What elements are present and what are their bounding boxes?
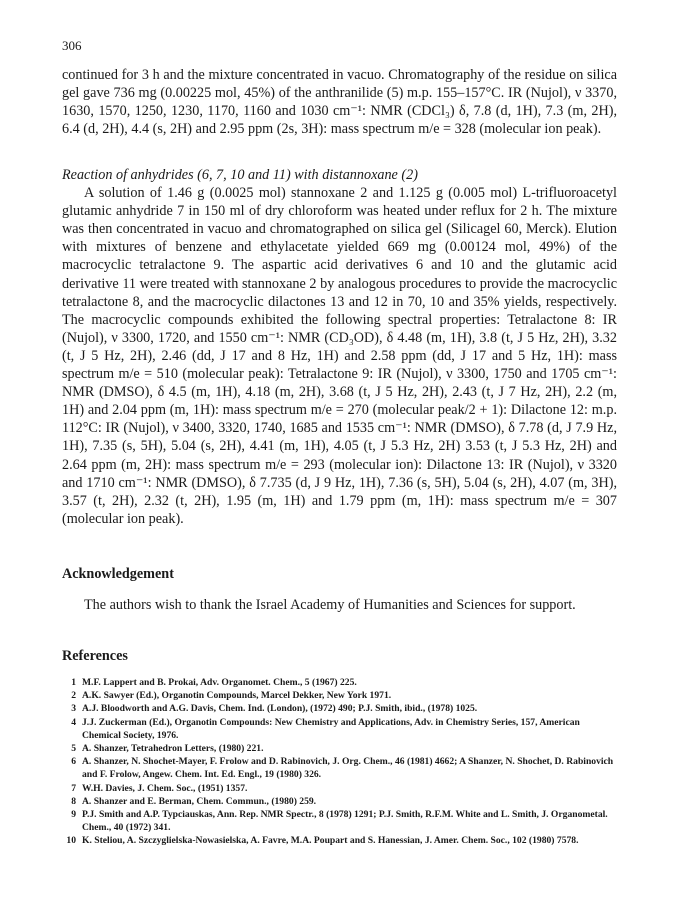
reference-number: 10 xyxy=(66,835,76,847)
continued-paragraph xyxy=(62,66,617,138)
reference-item xyxy=(60,716,620,742)
reference-text: A. Shanzer, Tetrahedron Letters, (1980) 221. xyxy=(82,743,264,755)
reference-text: A. Shanzer, N. Shochet-Mayer, F. Frolow and D. Rabinovich, J. Org. Chem., 46 (1981) 4662; A Shanzer, N. Shochet, D. Rabinovich and F. Frolow, Angew. Chem. Int. Ed. Engl., 19 (1980) 326. xyxy=(82,756,614,781)
reference-text: A.K. Sawyer (Ed.), Organotin Compounds, Marcel Dekker, New York 1971. xyxy=(82,690,392,702)
reference-item xyxy=(60,755,620,781)
reference-number: 5 xyxy=(71,743,76,755)
reference-item xyxy=(60,702,620,715)
reference-text: J.J. Zuckerman (Ed.), Organotin Compounds: New Chemistry and Applications, Adv. in Chemistry Series, 157, American Chemical Society, 1976. xyxy=(82,716,580,741)
reference-number: 8 xyxy=(71,795,76,807)
reference-item xyxy=(60,808,620,834)
reference-text: P.J. Smith and A.P. Typciauskas, Ann. Rep. NMR Spectr., 8 (1978) 1291; P.J. Smith, R.F.M. White and L. Smith, J. Organometal. Chem., 40 (1972) 341. xyxy=(82,809,608,834)
references-list xyxy=(60,676,620,848)
acknowledgement-text: The authors wish to thank the Israel Academy of Humanities and Sciences for support. xyxy=(84,597,576,613)
reference-text: A. Shanzer and E. Berman, Chem. Commun., (1980) 259. xyxy=(82,795,317,807)
reaction-section xyxy=(62,166,617,528)
section-paragraph: A solution of 1.46 g (0.0025 mol) stannoxane 2 and 1.125 g (0.005 mol) L-trifluoroacetyl glutamic anhydride 7 in 150 ml of dry chloroform was heated under reflux for 2 h. The mixture was then concentrated in vacuo and chromatographed on silica gel (Silicagel 60, Merck). Elution with mixtures of benzene and ethylacetate yielded 669 mg (0.00124 mol, 49%) of the macrocyclic tetralactone 9. The aspartic acid derivatives 6 and 10 and the glutamic acid derivative 11 were treated with stannoxane 2 by analogous procedures to provide the macrocyclic tetralactone 8, and the macrocyclic dilactones 13 and 12 in 70, 10 and 35% yields, respectively. The macrocyclic compounds exhibited the following spectral properties: Tetralactone 8: IR (Nujol), ν 3300, 1720, and 1550 cm⁻¹: NMR (CD₃OD), δ 4.48 (m, 1H), 3.8 (t, J 5 Hz, 2H), 3.32 (t, J 5 Hz, 2H), 2.46 (dd, J 17 and 8 Hz, 1H) and 2.58 ppm (dd, J 17 and 5 Hz, 1H): mass spectrum m/e = 510 (molecular peak): Tetralactone 9: IR (Nujol), ν 3300, 1750 and 1705 cm⁻¹: NMR (DMSO), δ 4.5 (m, 1H), 4.18 (m, 2H), 3.68 (t, J 5 Hz, 2H), 2.43 (t, J 7 Hz, 2H), 2.2 (m, 1H) and 2.04 ppm (m, 1H): mass spectrum m/e = 270 (molecular peak/2 + 1): Dilactone 12: m.p. 112°C: IR (Nujol), ν 3400, 3320, 1740, 1685 and 1535 cm⁻¹: NMR (DMSO), δ 7.78 (d, J 7.9 Hz, 1H), 7.35 (s, 5H), 5.04 (s, 2H), 4.41 (m, 1H), 4.05 (t, J 5.3 Hz, 2H) 3.53 (t, J 5.3 Hz, 2H) and 2.64 ppm (m, 2H): mass spectrum m/e = 293 (molecular ion): Dilactone 13: IR (Nujol), ν 3320 and 1710 cm⁻¹: NMR (DMSO), δ 7.735 (d, J 9 Hz, 1H), 7.36 (s, 5H), 5.04 (s, 2H), 4.07 (m, 3H), 3.57 (t, 2H), 2.32 (t, 2H), 1.95 (m, 1H) and 1.79 ppm (m, 1H): mass spectrum m/e = 307 (molecular ion peak). xyxy=(62,185,617,527)
continued-paragraph-text: continued for 3 h and the mixture concentrated in vacuo. Chromatography of the residue on silica gel gave 736 mg (0.00225 mol, 45%) of the anthranilide (5) m.p. 155–157°C. IR (Nujol), ν 3370, 1630, 1570, 1250, 1230, 1170, 1160 and 1030 cm⁻¹: NMR (CDCl₃) δ, 7.8 (d, 1H), 7.3 (m, 2H), 6.4 (d, 2H), 4.4 (s, 2H) and 2.95 ppm (2s, 3H): mass spectrum m/e = 328 (molecular ion peak). xyxy=(62,67,617,138)
reference-item xyxy=(60,782,620,795)
reference-text: M.F. Lappert and B. Prokai, Adv. Organomet. Chem., 5 (1967) 225. xyxy=(82,677,357,688)
acknowledgement-heading: Acknowledgement xyxy=(62,566,174,582)
acknowledgement-paragraph xyxy=(62,596,617,614)
reference-text: A.J. Bloodworth and A.G. Davis, Chem. Ind. (London), (1972) 490; P.J. Smith, ibid., (1978) 1025. xyxy=(82,703,478,715)
reference-item xyxy=(60,795,620,808)
reference-item xyxy=(60,742,620,755)
reference-item xyxy=(60,689,620,702)
reference-number: 4 xyxy=(71,716,76,728)
reference-number: 2 xyxy=(71,690,76,702)
reference-number: 3 xyxy=(71,703,76,715)
reference-item xyxy=(60,834,620,847)
page-number: 306 xyxy=(62,38,82,53)
reference-number: 1 xyxy=(71,677,76,688)
reference-text: W.H. Davies, J. Chem. Soc., (1951) 1357. xyxy=(82,782,248,794)
reference-item xyxy=(60,676,620,689)
reference-text: K. Steliou, A. Szczyglielska-Nowasielska, A. Favre, M.A. Poupart and S. Hanessian, J. Amer. Chem. Soc., 102 (1980) 7578. xyxy=(82,835,579,847)
reference-number: 6 xyxy=(71,756,76,768)
section-title: Reaction of anhydrides (6, 7, 10 and 11) with distannoxane (2) xyxy=(62,167,418,183)
reference-number: 7 xyxy=(71,782,76,794)
references-heading: References xyxy=(62,648,128,664)
reference-number: 9 xyxy=(71,809,76,821)
